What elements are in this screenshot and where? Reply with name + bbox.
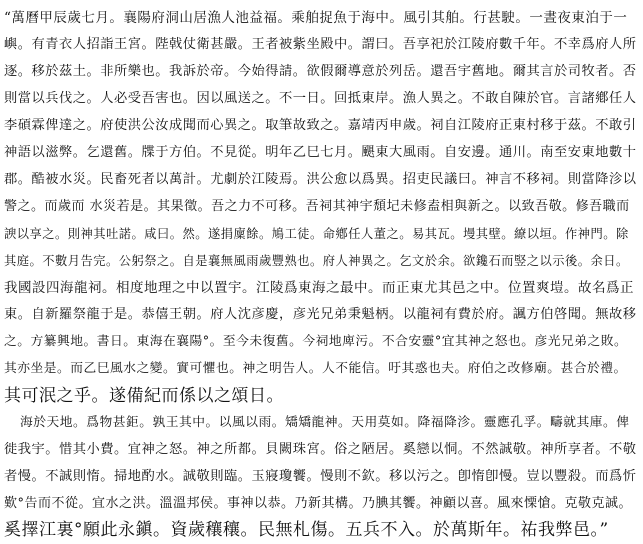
text-line-8: 警之。而歲而 水災若是。其果徵。吾之力不可移。吾祠其神宇頹圮未修盍相與新之。以致吾敬。修吾職而	[4, 199, 630, 214]
text-line-6: 神語以滋弊。乞還舊。牒于方伯。不見從。明年乙巳七月。颶東大風雨。自安邊。通川。南至安東地數十	[4, 145, 637, 160]
text-line-11: 我國設四海龍祠。相度地理之中以置宇。江陵爲東海之最中。而正東尤其邑之中。位置爽塏。故名爲正	[4, 280, 634, 296]
text-line-3: 逐。移於茲土。非所樂也。我訴於帝。今始得請。欲假爾導意於列岳。還吾宇舊地。爾其言於司牧者。否	[4, 64, 637, 79]
text-line-1: “萬曆甲辰歲七月。襄陽府洞山居漁人池益福。乘舶捉魚于海中。風引其舶。行甚駛。一晝夜東泊于一	[4, 10, 628, 26]
text-line-5: 李碩霖俾達之。府使洪公汝成聞而心異之。取筆故致之。嘉靖丙申歲。祠自江陵府正東村移于茲。不敢引	[4, 118, 637, 133]
text-line-4: 則當以兵伐之。人必受吾害也。因以風送之。不一日。回抵東岸。漁人異之。不敢自陳於官。言諸鄕任人	[4, 91, 637, 106]
verse-line-5: 奚擇江裏°願此永鎭。資歲穰穰。民無札傷。五兵不入。於萬斯年。祐我弊邑。”	[4, 520, 609, 540]
text-line-2: 嶼。有青衣人招詣王宮。陛戟仗衛甚嚴。王者被紫坐殿中。謂曰。吾享祀於江陵府數千年。不幸爲府人所	[4, 37, 637, 52]
text-line-7: 郡。酷被水災。民畜死者以萬計。尤劇於江陵焉。洪公愈以爲異。招吏民議曰。神言不移祠。則當降沴以	[4, 172, 637, 187]
text-line-15: 其可泯之乎。遂備紀而係以之頌日。	[4, 386, 284, 406]
verse-line-4: 歎°告而不從。宜水之洪。溫溫邦侯。事神以恭。乃新其構。乃腆其饗。神顧以喜。風來慄愴。克敬克誠。	[4, 496, 633, 511]
verse-line-3: 者慢。不誠則惰。掃地酌水。誠敬則臨。玉寢瓊饗。慢則不欽。移以污之。卽惰卽慢。豈以豐殺。而爲忻	[4, 469, 637, 484]
text-line-10: 其庭。不數月告完。公躬祭之。自是襄無風雨歲豐熟也。府人神異之。乞文於余。欲鑱石而竪之以示後。余日。	[4, 254, 629, 268]
text-line-14: 其亦坐是。而乙巳風水之變。實可懼也。神之明告人。人不能信。吁其惑也夫。府伯之改修廟。甚合於禮。	[4, 361, 627, 376]
text-line-13: 之。方纂興地。書日。東海在襄陽°。至今未復舊。今祠地庳污。不合安靈°宜其神之怒也。彦光兄弟之敗。	[4, 334, 628, 349]
text-line-12: 東。自新羅祭龍于是。恭僖王朝。府人沈彦慶，彦光兄弟秉魁柄。以龍祠有費於府。諷方伯啓聞。無故移	[4, 307, 637, 322]
verse-line-2: 徙我宇。惜其小費。宜神之怒。神之所都。貝闕珠宮。俗之陋居。奚戀以恫。不然誠敬。神所享者。不敬	[4, 442, 637, 457]
text-line-9: 諛以享之。則神其吐諾。咸曰。然。遂捐廩餘。鳩工徒。命鄕任人董之。易其瓦。墁其壁。繚以垣。作神門。除	[4, 227, 629, 241]
verse-line-1: 海於天地。爲物甚鉅。孰王其中。以風以雨。矯矯龍神。天用莫如。降福降沴。靈應孔孚。疇就其庫。俾	[20, 415, 630, 430]
